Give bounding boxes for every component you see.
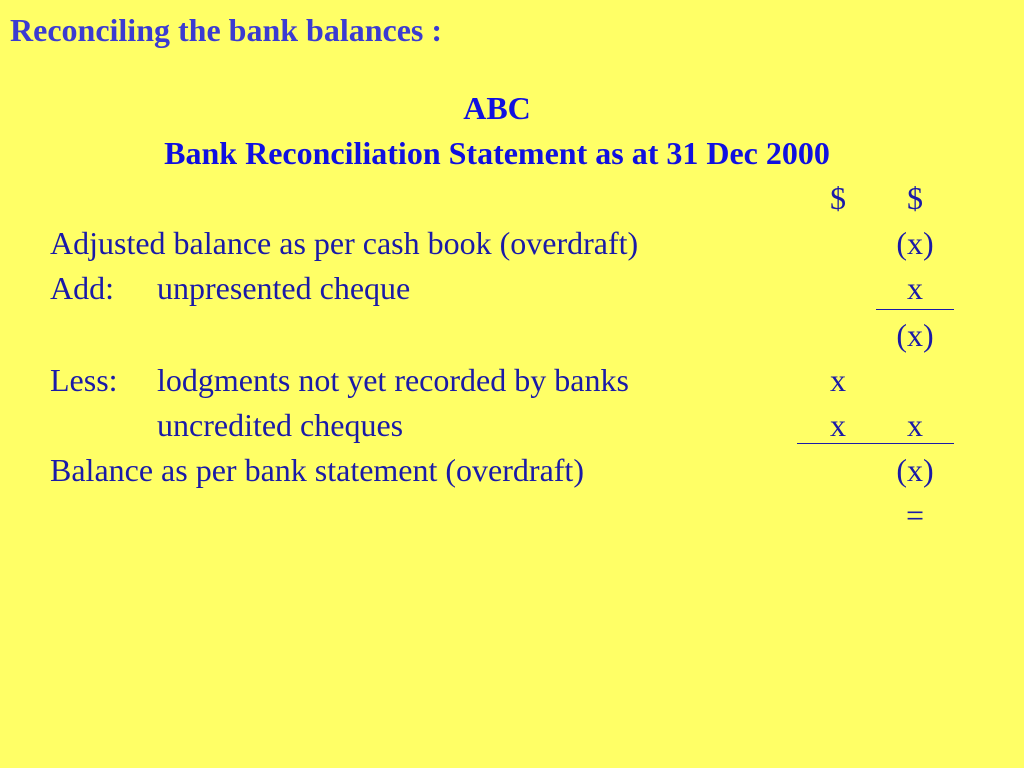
row-col1-lodgments: x — [830, 362, 846, 398]
row-prefix-add: Add: — [50, 270, 114, 306]
statement-title: Bank Reconciliation Statement as at 31 Dec 2000 — [164, 135, 830, 171]
column-header-1: $ — [830, 180, 846, 216]
row-value-bank-balance: (x) — [896, 452, 934, 488]
row-label-bank-balance: Balance as per bank statement (overdraft) — [50, 452, 584, 488]
row-label-lodgments: lodgments not yet recorded by banks — [157, 362, 629, 398]
row-label-uncredited-cheques: uncredited cheques — [157, 407, 404, 443]
company-name: ABC — [463, 90, 531, 126]
row-value-unpresented-cheque: x — [907, 270, 923, 306]
row-label-unpresented-cheque: unpresented cheque — [157, 270, 411, 306]
row-prefix-less: Less: — [50, 362, 118, 398]
row-label-adjusted-balance: Adjusted balance as per cash book (overdraft) — [50, 225, 639, 261]
subtotal-rule-1 — [876, 309, 954, 310]
row-value-subtotal: (x) — [896, 317, 934, 353]
row-value-double-underline: = — [905, 497, 925, 533]
row-value-adjusted-balance: (x) — [896, 225, 934, 261]
row-col2-uncredited-cheques: x — [907, 407, 923, 443]
column-header-2: $ — [907, 180, 923, 216]
subtotal-rule-2 — [797, 443, 954, 444]
row-col1-uncredited-cheques: x — [830, 407, 846, 443]
slide-title: Reconciling the bank balances : — [10, 12, 443, 48]
